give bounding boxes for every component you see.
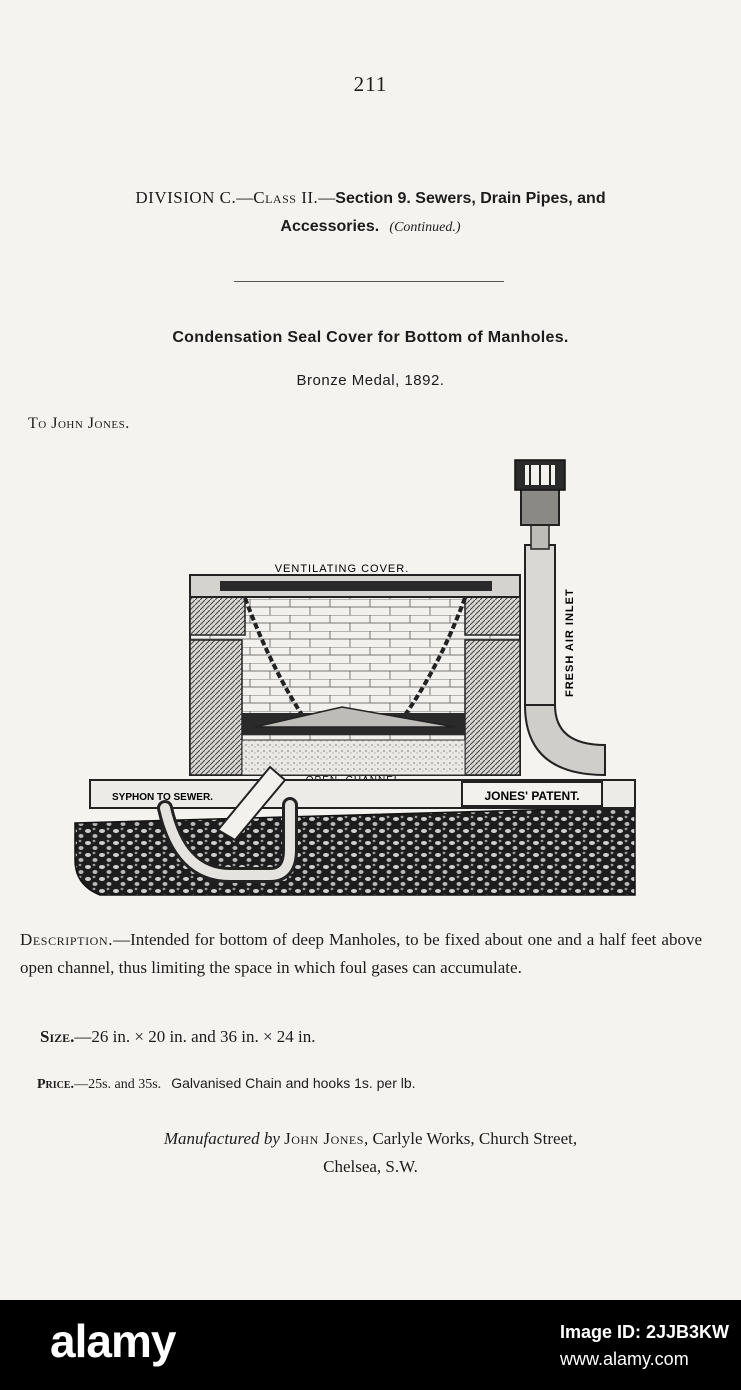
maker-address-1: , Carlyle Works, Church Street, [363, 1129, 578, 1148]
maker-lead: Manufactured by [163, 1129, 280, 1148]
size-lead: Size. [40, 1027, 75, 1046]
page-number: 211 [353, 72, 388, 96]
manhole-diagram [70, 455, 650, 905]
item-title: Condensation Seal Cover for Bottom of Manholes. [172, 329, 569, 346]
maker-name: John Jones [284, 1129, 364, 1148]
alamy-logo[interactable]: alamy [50, 1315, 176, 1367]
inlet-bend [525, 705, 605, 775]
price-lead: Price. [37, 1077, 75, 1092]
description-text: —Intended for bottom of deep Manholes, to be fixed about one and a half feet above open channel, thus limiting the space in which foul gases can accumulate. [20, 930, 702, 977]
syphon-label: SYPHON TO SEWER. [112, 792, 213, 803]
price-line [37, 1075, 416, 1093]
patent-label: JONES' PATENT. [484, 789, 580, 803]
size-text: —26 in. × 20 in. and 36 in. × 24 in. [74, 1027, 316, 1046]
image-id: Image ID: 2JJB3KW [560, 1322, 730, 1342]
section-label-cont: Accessories. [280, 218, 380, 235]
price-text: —25s. and 35s. [74, 1077, 162, 1092]
size-line [40, 1027, 316, 1047]
cover-label: VENTILATING COVER. [274, 563, 410, 575]
gravel-bed [75, 807, 635, 895]
awardee: To John Jones. [28, 415, 130, 432]
fresh-air-inlet-pipe [525, 545, 555, 705]
divider-rule [234, 281, 504, 282]
continued-note: (Continued.) [389, 220, 461, 235]
open-channel [242, 740, 465, 775]
inlet-label: FRESH AIR INLET [564, 588, 576, 697]
class-label: Class II. [253, 188, 319, 207]
inlet-grating [521, 485, 559, 525]
section-heading: DIVISION C.—Class II.—Section 9. Sewers, Drain Pipes, and Accessories. (Continued.) [135, 188, 606, 235]
price-extra: Galvanised Chain and hooks 1s. per lb. [171, 1075, 416, 1091]
maker-address-2: Chelsea, S.W. [323, 1157, 418, 1176]
medal-note: Bronze Medal, 1892. [296, 372, 445, 389]
site-link[interactable]: www.alamy.com [560, 1349, 689, 1369]
left-wall [190, 640, 242, 775]
description [20, 926, 702, 982]
description-lead: Description. [20, 930, 114, 949]
division-label: DIVISION C. [135, 188, 237, 207]
section-label: Section 9. Sewers, Drain Pipes, and [335, 190, 606, 207]
manufacturer [30, 1125, 711, 1181]
right-wall [465, 640, 520, 775]
